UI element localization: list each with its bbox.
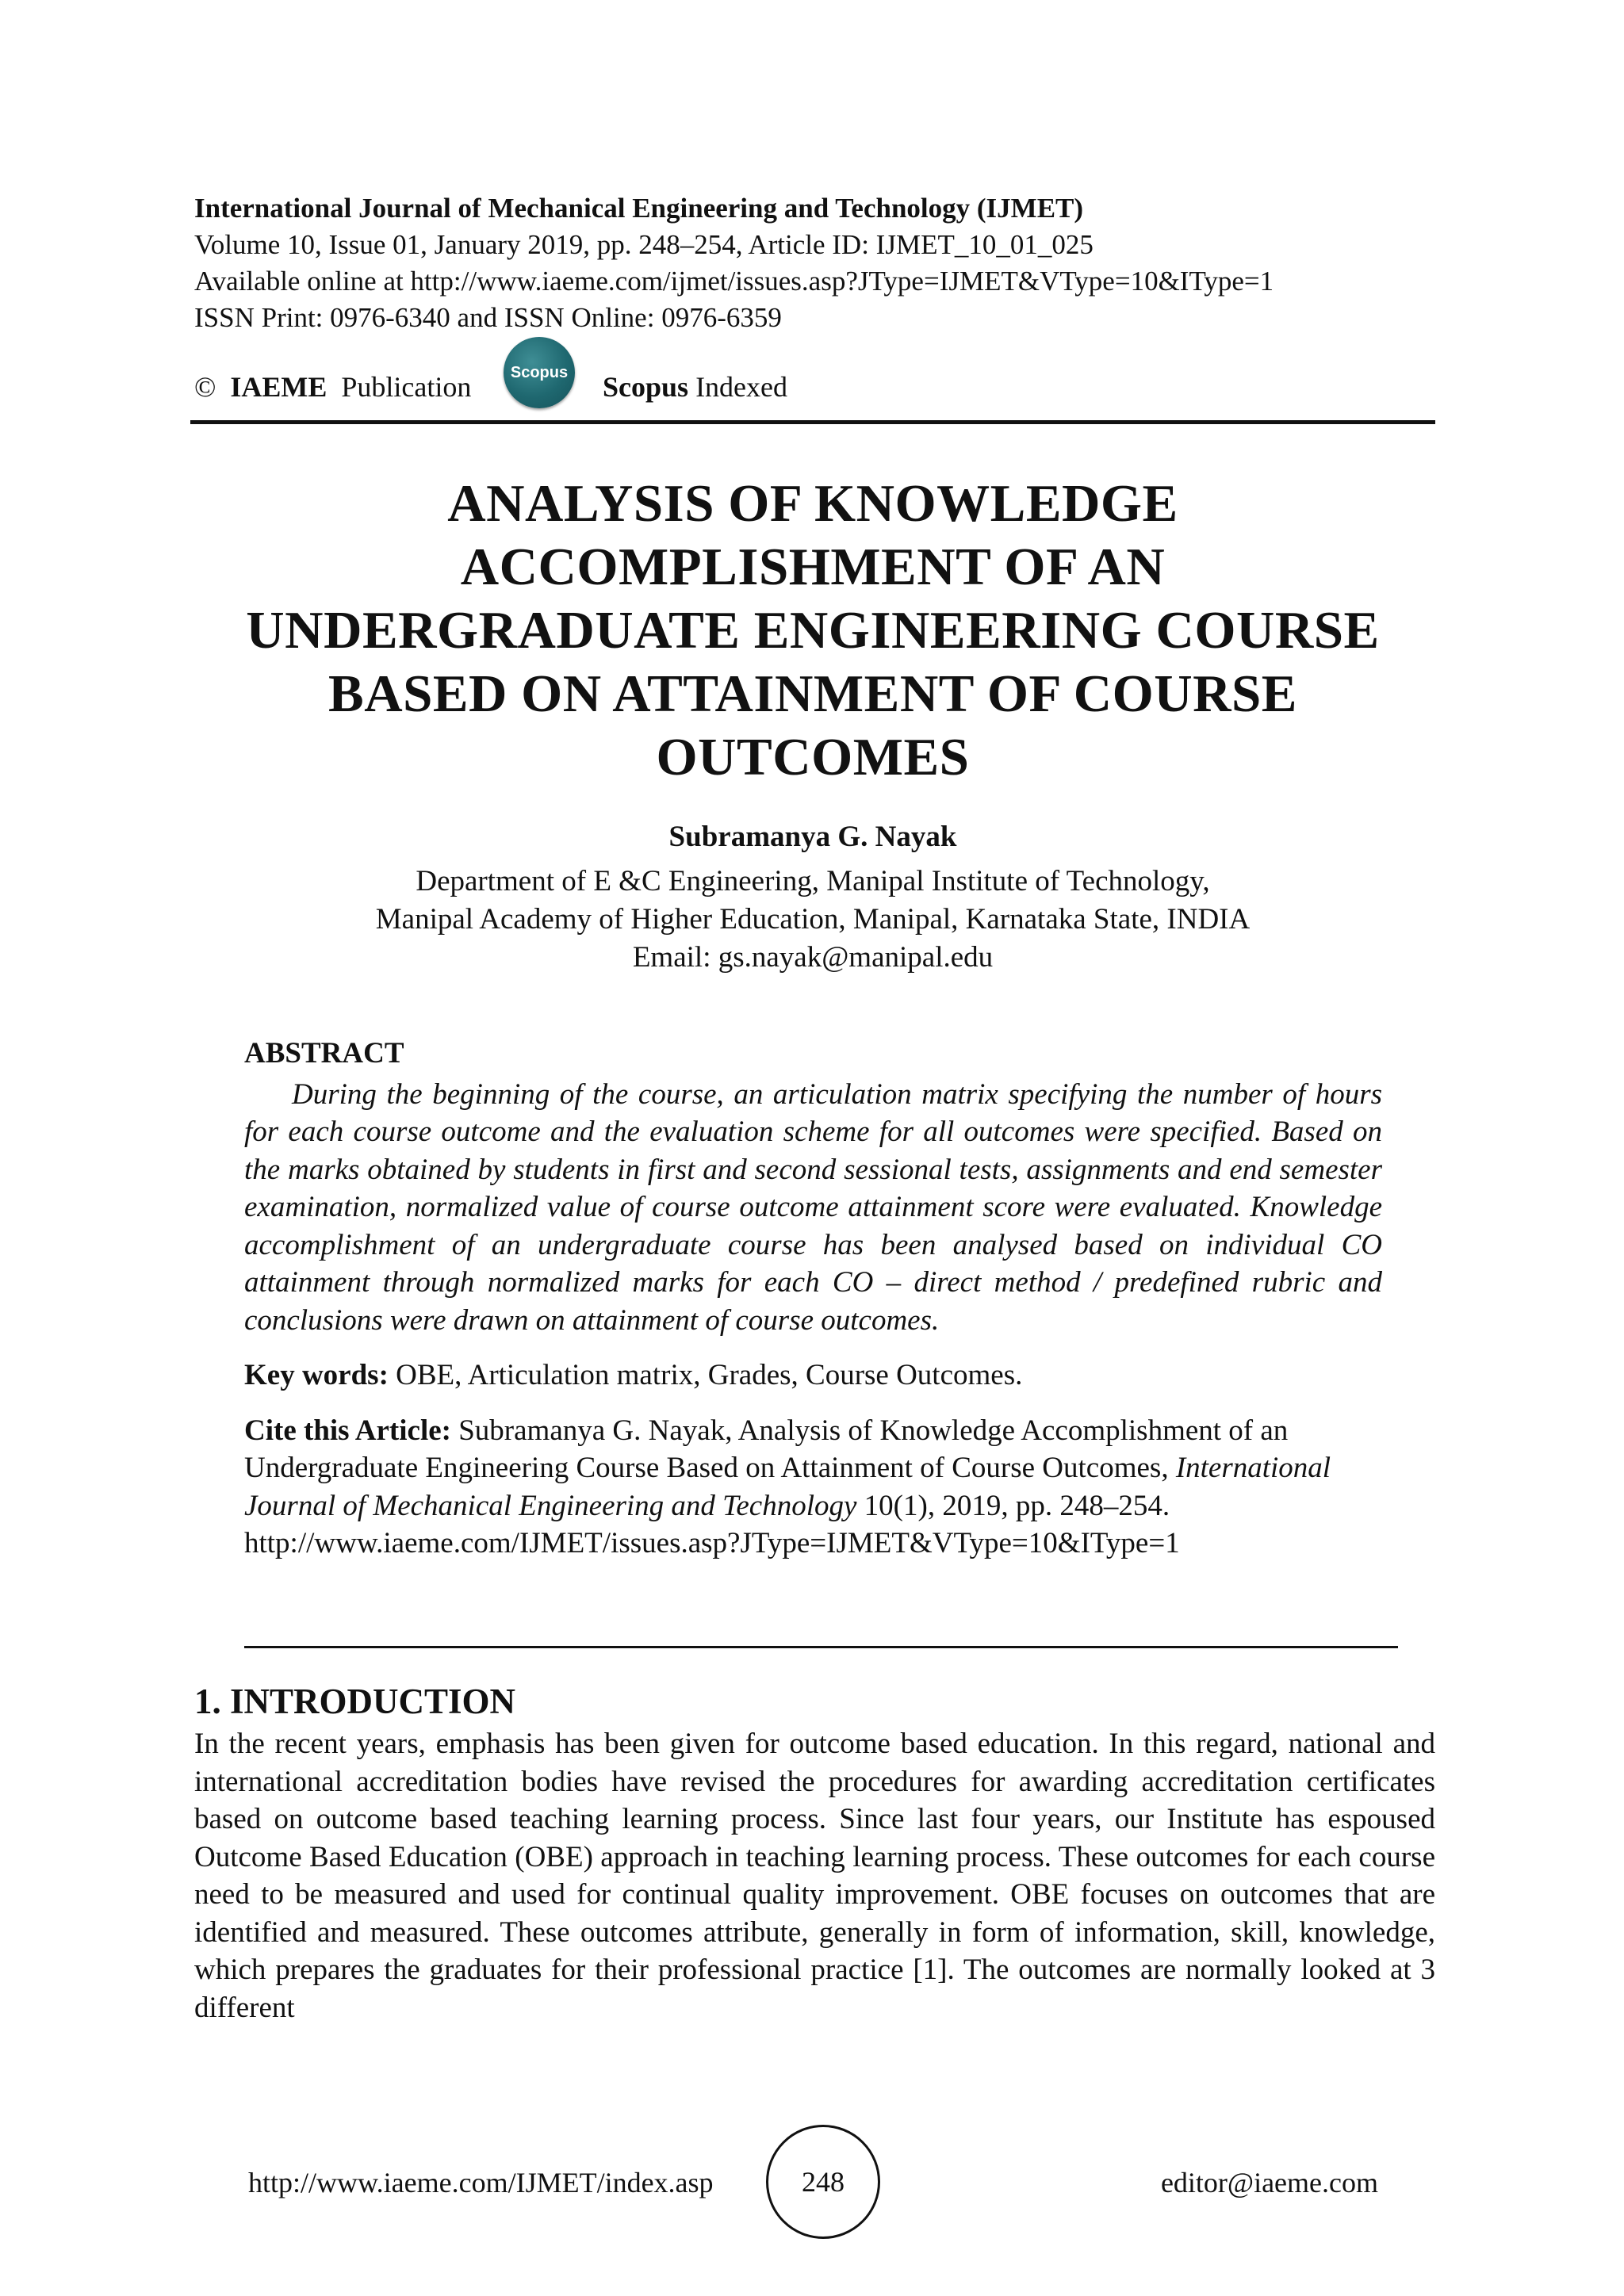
cite-journal: International Journal of Mechanical Engineering and Technology (244, 1452, 1331, 1522)
title-line: OUTCOMES (656, 728, 970, 786)
abstract-section (244, 1035, 1382, 1563)
page-number: 248 (802, 2166, 845, 2198)
journal-name: International Journal of Mechanical Engineering and Technology (IJMET) (194, 193, 1084, 224)
footer-url[interactable]: http://www.iaeme.com/IJMET/index.asp (248, 2167, 714, 2198)
paper-title (159, 472, 1467, 789)
title-line: BASED ON ATTAINMENT OF COURSE (328, 664, 1297, 723)
cite-text: Subramanya G. Nayak, Analysis of Knowledge Accomplishment of an Undergraduate Engineering Course Based on Attainment of Course Outcomes, (244, 1414, 1289, 1484)
keywords-list: OBE, Articulation matrix, Grades, Course Outcomes. (388, 1359, 1023, 1391)
journal-header (194, 190, 1431, 336)
citation (244, 1412, 1382, 1563)
abstract-heading: ABSTRACT (244, 1037, 404, 1070)
author-name: Subramanya G. Nayak (668, 821, 957, 853)
copyright-icon: © (194, 371, 216, 403)
affiliation-line: Manipal Academy of Higher Education, Manipal, Karnataka State, INDIA (375, 903, 1251, 936)
author-email: Email: gs.nayak@manipal.edu (632, 941, 994, 974)
keywords-label: Key words: (244, 1359, 389, 1391)
online-line: Available online at http://www.iaeme.com/ijmet/issues.asp?JType=IJMET&VType=10&IType=1 (194, 266, 1274, 297)
volume-line: Volume 10, Issue 01, January 2019, pp. 248–254, Article ID: IJMET_10_01_025 (194, 229, 1094, 260)
page-number-circle (766, 2125, 880, 2239)
title-line: ANALYSIS OF KNOWLEDGE (447, 474, 1178, 533)
affiliation-line: Department of E &C Engineering, Manipal Institute of Technology, (416, 865, 1210, 897)
introduction-heading: 1. INTRODUCTION (194, 1682, 516, 1721)
issn-line: ISSN Print: 0976-6340 and ISSN Online: 0976-6359 (194, 302, 782, 333)
author-block (159, 818, 1467, 977)
page-footer (0, 2125, 1624, 2236)
abstract-body: During the beginning of the course, an articulation matrix specifying the number of hours for each course outcome and the evaluation scheme for all outcomes were specified. Based on the marks obtained by students in first and second sessional tests, assignments and end semester examination, normalized value of course outcome attainment score were evaluated. Knowledge accomplishment of an undergraduate course has been analysed based on individual CO attainment through normalized marks for each CO – direct method / predefined rubric and conclusions were drawn on attainment of course outcomes. (244, 1077, 1382, 1337)
header-divider (190, 420, 1435, 424)
cite-tail: 10(1), 2019, pp. 248–254. (856, 1489, 1170, 1522)
publisher-credit (194, 370, 471, 404)
scopus-logo-icon (504, 337, 575, 408)
publication-row (194, 337, 1431, 408)
introduction-body: In the recent years, emphasis has been given for outcome based education. In this regard, national and international accreditation bodies have revised the procedures for awarding accreditation certificates based on outcome based teaching learning process. Since last four years, our Institute has espoused Outcome Based Education (OBE) approach in teaching learning process. These outcomes for each course need to be measured and used for continual quality improvement. OBE focuses on outcomes that are identified and measured. These outcomes attribute, generally in form of information, skill, knowledge, which prepares the graduates for their professional practice [1]. The outcomes are normally looked at 3 different (194, 1728, 1435, 2024)
cite-url[interactable]: http://www.iaeme.com/IJMET/issues.asp?JType=IJMET&VType=10&IType=1 (244, 1527, 1180, 1559)
scopus-indexed (603, 370, 787, 404)
cite-label: Cite this Article: (244, 1414, 451, 1447)
keywords (244, 1357, 1382, 1395)
publisher-name: IAEME (230, 371, 327, 403)
publisher-label: Publication (341, 371, 472, 403)
title-line: UNDERGRADUATE ENGINEERING COURSE (246, 601, 1380, 660)
citation-divider (244, 1646, 1398, 1648)
footer-email[interactable]: editor@iaeme.com (1160, 2167, 1378, 2198)
scopus-label: Indexed (695, 371, 788, 403)
title-line: ACCOMPLISHMENT OF AN (460, 538, 1166, 596)
introduction-section (194, 1679, 1435, 2026)
scopus-logo-text: Scopus (510, 363, 569, 381)
scopus-bold: Scopus (603, 371, 689, 403)
